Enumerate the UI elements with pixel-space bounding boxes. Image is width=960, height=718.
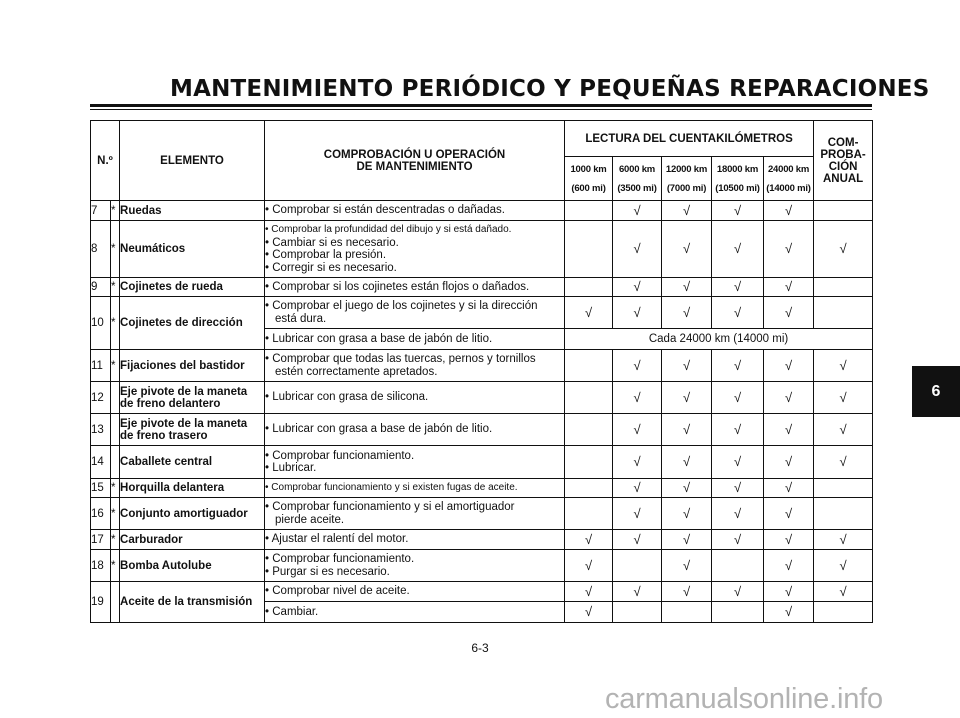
header-interval-3: 12000 km (7000 mi)	[662, 157, 712, 201]
title-rule-thin	[90, 109, 872, 110]
check-cell: √	[764, 530, 814, 550]
check-cell: √	[814, 446, 873, 479]
check-cell: √	[764, 297, 814, 329]
check-cell: √	[712, 201, 764, 221]
check-cell	[712, 550, 764, 582]
check-cell: √	[613, 479, 662, 498]
table-row: 9 * Cojinetes de rueda • Comprobar si los cojinetes están flojos o dañados. √ √ √ √	[91, 278, 873, 297]
table-row: 11 * Fijaciones del bastidor • Comprobar que todas las tuercas, pernos y tornillos estén correctamente apretados. √ √ √ √ √	[91, 350, 873, 382]
check-cell	[565, 221, 613, 278]
check-cell: √	[764, 221, 814, 278]
check-cell	[814, 278, 873, 297]
check-cell	[565, 446, 613, 479]
check-cell: √	[814, 221, 873, 278]
check-cell	[565, 382, 613, 414]
check-cell	[814, 479, 873, 498]
maintenance-table	[90, 120, 873, 623]
check-cell: √	[764, 414, 814, 446]
check-cell: √	[814, 414, 873, 446]
check-cell: √	[565, 550, 613, 582]
header-interval-1: 1000 km (600 mi)	[565, 157, 613, 201]
check-cell: √	[764, 582, 814, 602]
check-cell: √	[613, 582, 662, 602]
header-annual: COM- PROBA- CIÓN ANUAL	[814, 121, 873, 201]
check-cell	[565, 278, 613, 297]
check-cell: √	[712, 382, 764, 414]
check-cell: √	[712, 221, 764, 278]
table-row: 19 Aceite de la transmisión • Comprobar nivel de aceite. √ √ √ √ √ √	[91, 582, 873, 602]
check-cell: √	[662, 446, 712, 479]
check-cell	[565, 201, 613, 221]
check-cell: √	[712, 582, 764, 602]
check-cell: √	[814, 530, 873, 550]
check-cell	[712, 602, 764, 623]
header-operation: COMPROBACIÓN U OPERACIÓN DE MANTENIMIENTO	[265, 121, 565, 201]
table-row: 13 Eje pivote de la maneta de freno trasero • Lubricar con grasa a base de jabón de litio. √ √ √ √ √	[91, 414, 873, 446]
table-row: 18 * Bomba Autolube • Comprobar funcionamiento. • Purgar si es necesario. √ √ √ √	[91, 550, 873, 582]
check-cell: √	[712, 278, 764, 297]
check-cell	[814, 498, 873, 530]
check-cell: √	[613, 414, 662, 446]
title-rule-thick	[90, 104, 872, 107]
check-cell	[814, 297, 873, 329]
header-interval-2: 6000 km (3500 mi)	[613, 157, 662, 201]
header-interval-5: 24000 km (14000 mi)	[764, 157, 814, 201]
section-tab[interactable]: 6	[912, 366, 960, 417]
check-cell: √	[662, 479, 712, 498]
check-cell: √	[764, 479, 814, 498]
check-cell: √	[712, 530, 764, 550]
interval-note: Cada 24000 km (14000 mi)	[565, 329, 873, 350]
check-cell: √	[565, 530, 613, 550]
check-cell: √	[764, 550, 814, 582]
table-row: • Lubricar con grasa a base de jabón de litio. Cada 24000 km (14000 mi)	[91, 329, 873, 350]
page-title: MANTENIMIENTO PERIÓDICO Y PEQUEÑAS REPARACIONES	[170, 76, 930, 102]
check-cell: √	[662, 350, 712, 382]
table-row: 16 * Conjunto amortiguador • Comprobar funcionamiento y si el amortiguador pierde aceite. √ √ √ √	[91, 498, 873, 530]
check-cell: √	[764, 382, 814, 414]
check-cell	[565, 479, 613, 498]
header-no: N.º	[91, 121, 120, 201]
check-cell: √	[662, 297, 712, 329]
check-cell: √	[814, 382, 873, 414]
table-row: 8 * Neumáticos • Comprobar la profundidad del dibujo y si está dañado. • Cambiar si es necesario. • Comprobar la presión. • Corregir si es necesario. √ √ √ √ √	[91, 221, 873, 278]
check-cell: √	[814, 550, 873, 582]
header-interval-4: 18000 km (10500 mi)	[712, 157, 764, 201]
table-row: 10 * Cojinetes de dirección • Comprobar el juego de los cojinetes y si la dirección está dura. √ √ √ √ √	[91, 297, 873, 329]
check-cell: √	[662, 530, 712, 550]
check-cell: √	[764, 602, 814, 623]
check-cell: √	[613, 297, 662, 329]
check-cell	[662, 602, 712, 623]
check-cell	[613, 602, 662, 623]
check-cell	[814, 602, 873, 623]
table-row: 15 * Horquilla delantera • Comprobar funcionamiento y si existen fugas de aceite. √ √ √ √	[91, 479, 873, 498]
page-number: 6-3	[471, 641, 489, 655]
check-cell: √	[565, 602, 613, 623]
check-cell: √	[613, 382, 662, 414]
check-cell: √	[764, 350, 814, 382]
check-cell	[565, 498, 613, 530]
check-cell: √	[613, 221, 662, 278]
table-row: 7 * Ruedas • Comprobar si están descentradas o dañadas. √ √ √ √	[91, 201, 873, 221]
check-cell: √	[814, 582, 873, 602]
check-cell: √	[613, 278, 662, 297]
check-cell: √	[814, 350, 873, 382]
table-row: 17 * Carburador • Ajustar el ralentí del motor. √ √ √ √ √ √	[91, 530, 873, 550]
check-cell: √	[764, 201, 814, 221]
check-cell: √	[764, 446, 814, 479]
check-cell: √	[613, 201, 662, 221]
check-cell: √	[662, 550, 712, 582]
watermark: carmanualsonline.info	[605, 683, 883, 715]
check-cell: √	[712, 479, 764, 498]
check-cell: √	[662, 582, 712, 602]
check-cell: √	[712, 446, 764, 479]
table-row: 14 Caballete central • Comprobar funcionamiento. • Lubricar. √ √ √ √ √	[91, 446, 873, 479]
check-cell: √	[662, 414, 712, 446]
check-cell: √	[613, 446, 662, 479]
check-cell: √	[712, 297, 764, 329]
check-cell: √	[613, 350, 662, 382]
check-cell: √	[764, 278, 814, 297]
check-cell: √	[662, 382, 712, 414]
check-cell	[565, 350, 613, 382]
check-cell	[814, 201, 873, 221]
check-cell: √	[662, 278, 712, 297]
table-row: • Cambiar. √ √	[91, 602, 873, 623]
check-cell: √	[565, 297, 613, 329]
check-cell: √	[662, 201, 712, 221]
check-cell: √	[662, 221, 712, 278]
check-cell: √	[565, 582, 613, 602]
check-cell: √	[662, 498, 712, 530]
table-row: 12 Eje pivote de la maneta de freno delantero • Lubricar con grasa de silicona. √ √ √ √ √	[91, 382, 873, 414]
header-odometer: LECTURA DEL CUENTAKILÓMETROS	[565, 121, 814, 157]
check-cell	[565, 414, 613, 446]
check-cell: √	[712, 498, 764, 530]
check-cell: √	[764, 498, 814, 530]
header-element: ELEMENTO	[120, 121, 265, 201]
check-cell: √	[712, 414, 764, 446]
check-cell: √	[613, 530, 662, 550]
check-cell	[613, 550, 662, 582]
check-cell: √	[712, 350, 764, 382]
check-cell: √	[613, 498, 662, 530]
